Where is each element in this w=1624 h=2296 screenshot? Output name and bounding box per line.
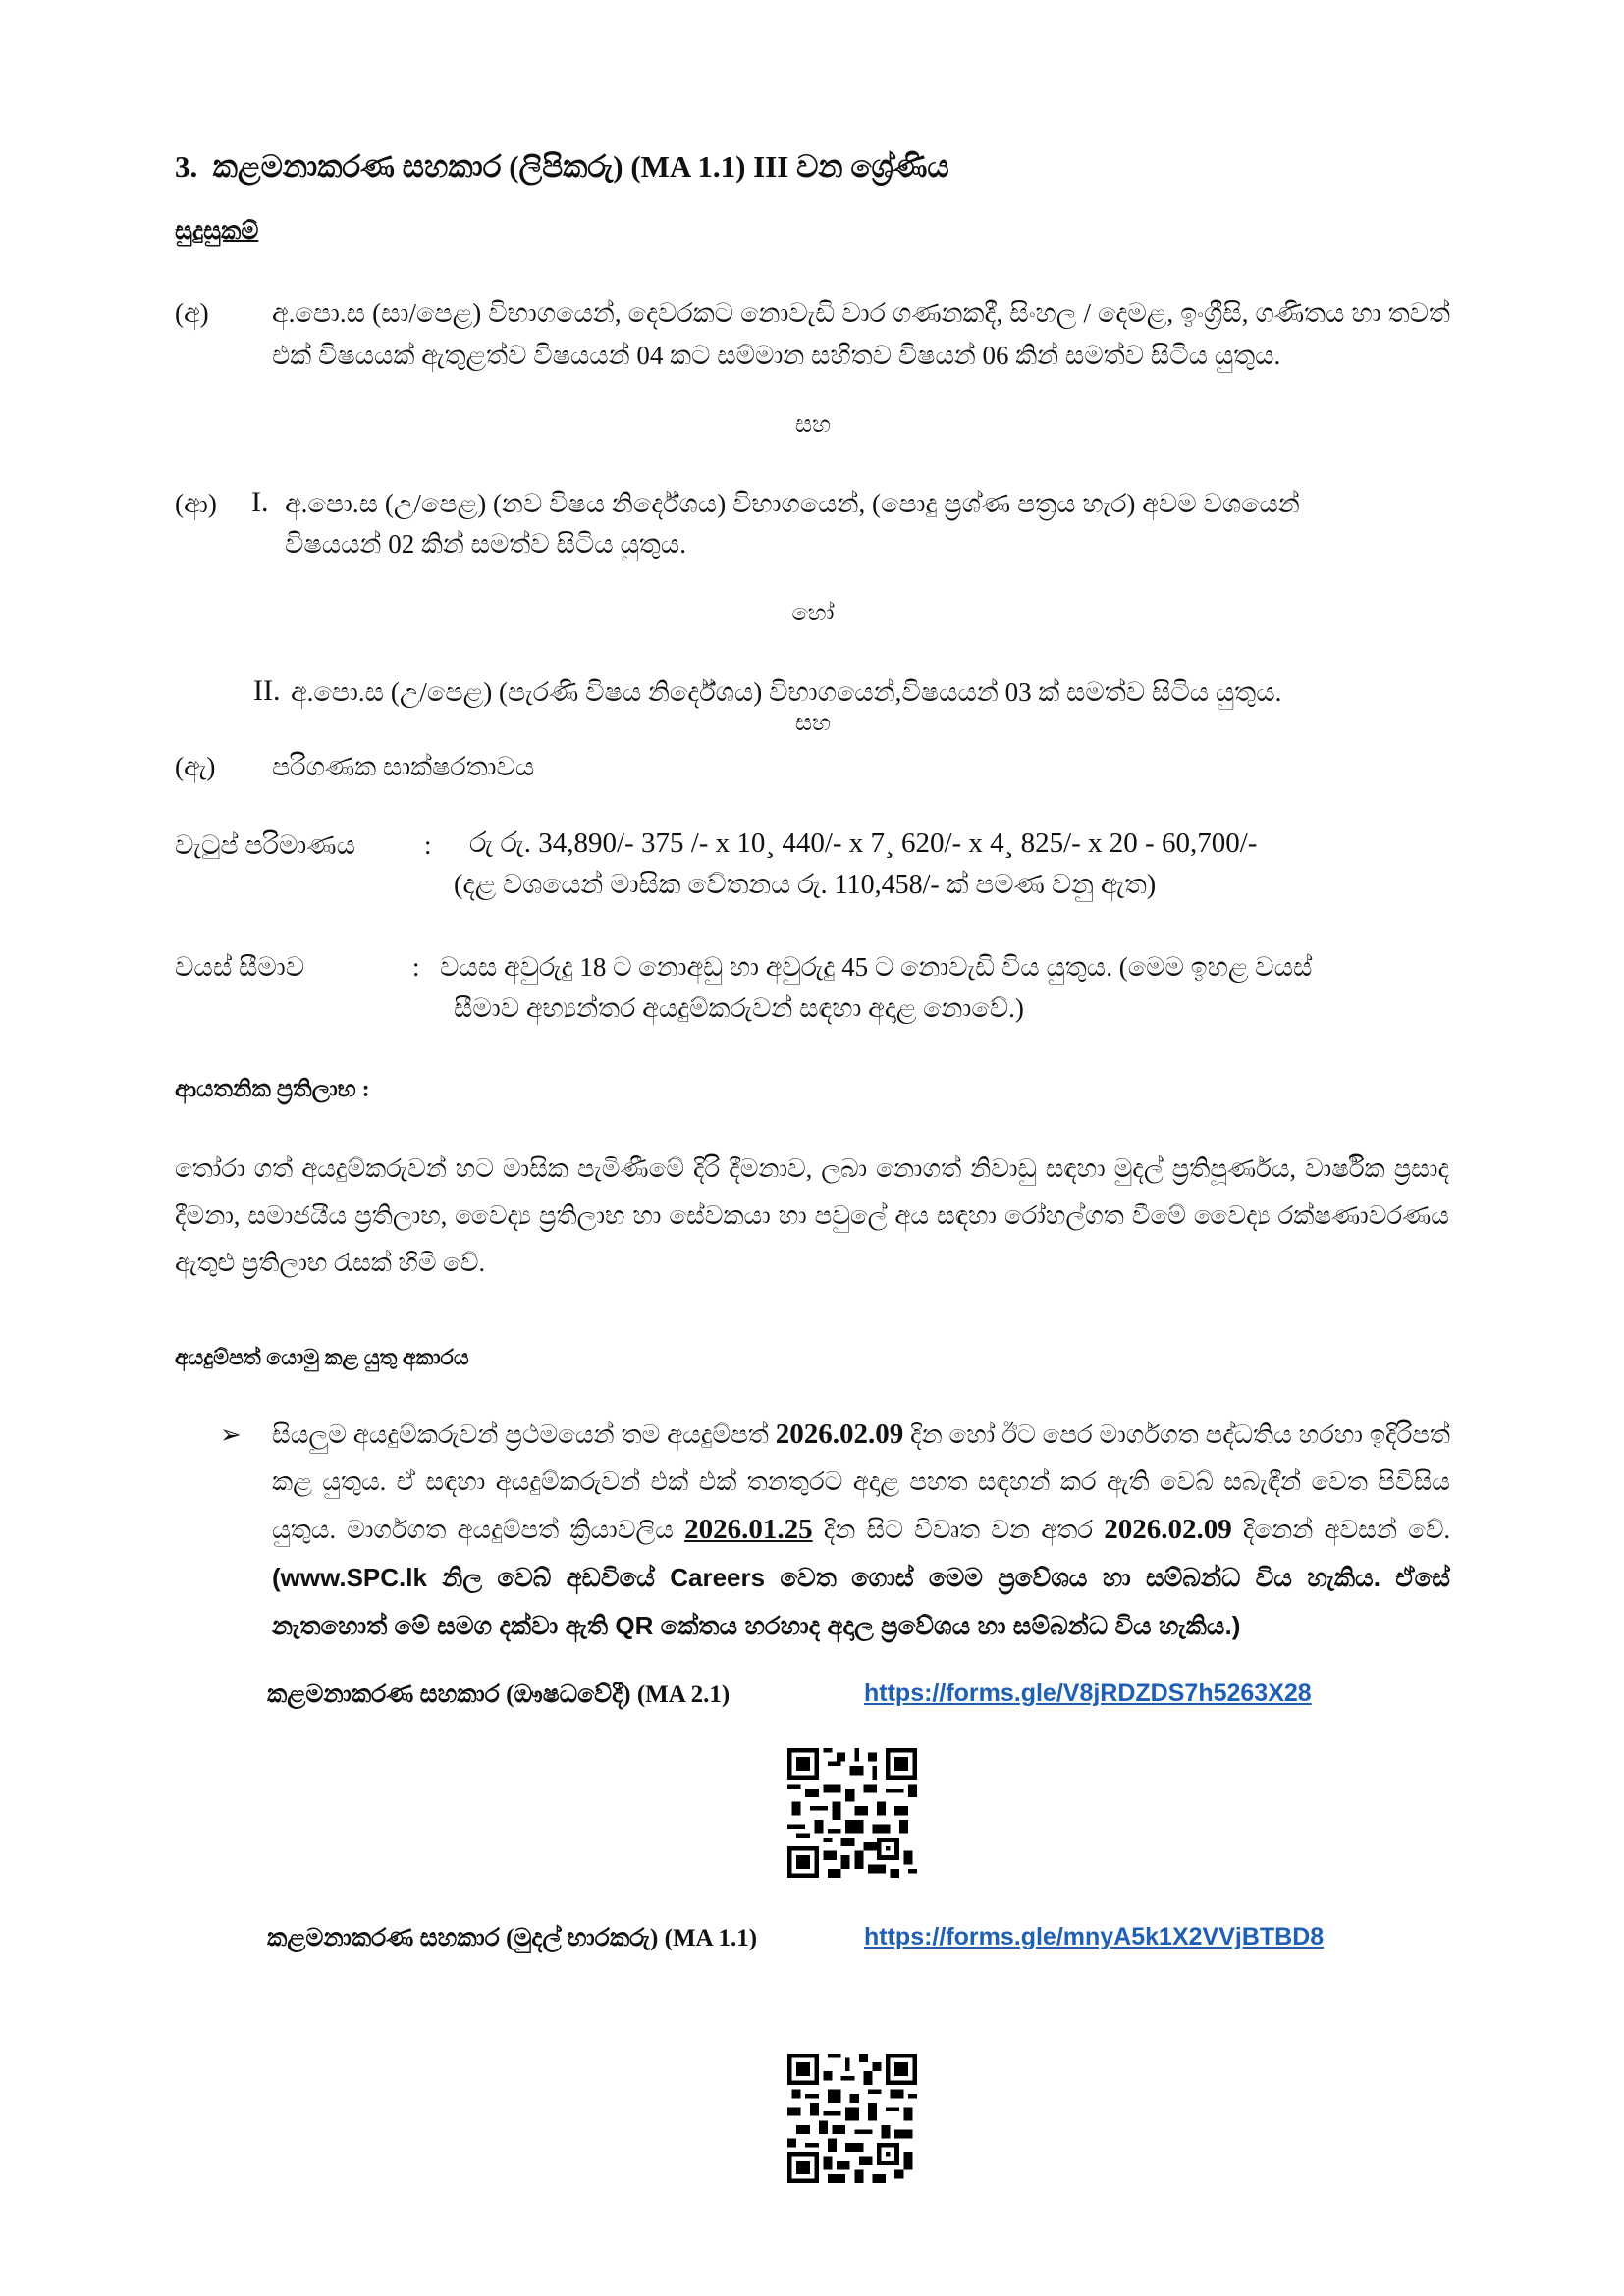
age-limit-label: වයස් සීමාව [175,952,305,982]
benefits-heading: ආයතනික ප්‍රතිලාභ : [175,1077,370,1102]
close-date: 2026.02.09 [1104,1514,1232,1545]
benefits-text: තෝරා ගත් අයදුම්කරුවන් හට මාසික පැමිණීමේ දිරි දීමනාව, ලබා නොගත් නිවාඩු සඳහා මුදල් ප්‍රතිපූර්ණය, වාර්ෂික ප්‍රසාද දීමනා, සමාජයීය ප්‍රතිලාභ, වෛද්‍ය ප්‍රතිලාභ හා සේවකයා හා පවුලේ අය සඳහා රෝහල්ගත වීමේ වෛද්‍ය රක්ෂණාවරණය ඇතුළු ප්‍රතිලාභ රැසක් හිමි වේ. [175,1154,1449,1277]
application-heading: අයදුම්පත් යොමු කළ යුතු අකාරය [175,1345,469,1369]
qr-code-icon [787,2054,917,2183]
salary-label: වැටුප් පරිමාණය [175,830,356,860]
instr-part4: දිනෙන් අවසන් වේ. [1231,1516,1451,1544]
section-title [175,149,949,186]
website-note: (www.SPC.lk නිල වෙබ් අඩවියේ Careers වෙත ගොස් මෙම ප්‍රවේශය හා සම්බන්ධ විය හැකිය. ඒසේ නැතහොත් මේ සමග දක්වා ඇති QR කේතය හරහාද අදාල ප්‍රවේශය හා සම්බන්ධ විය හැකිය.) [272,1563,1450,1640]
section-number: 3. [175,149,198,184]
option-1-text: අ.පො.ස (උ/පෙළ) (නව විෂය නිර්දේශය) විභාගයෙන්, (පොදු ප්‍රශ්ණ පත්‍රය හැර) අවම වශයෙන් [285,489,1300,518]
open-date: 2026.01.25 [684,1514,813,1545]
salary-note: (දළ වශයෙන් මාසික වේතනය රු. 110,458/- ක් පමණ වනු ඇත) [454,870,1157,900]
and-connector-2: සහ [794,711,832,736]
or-connector: හෝ [791,601,835,626]
age-limit-text-line1: වයස අවුරුදු 18 ට නොඅඩු හා අවුරුදු 45 ට නොවැඩි විය යුතුය. (මෙම ඉහළ වයස් [440,952,1313,982]
form-2-label: කළමනාකරණ සහකාර (මුදල් භාරකරු) (MA 1.1) [267,1925,758,1951]
age-limit-text-line2: සීමාව අභ්‍යන්තර අයදුම්කරුවන් සඳහා අදාළ නොවේ.) [454,993,1024,1023]
and-connector-1: සහ [794,412,832,438]
form-2-link[interactable]: https://forms.gle/mnyA5k1X2VVjBTBD8 [864,1923,1325,1950]
salary-scale: රු රු. 34,890/- 375 /- x 10¸ 440/- x 7¸ 620/- x 4¸ 825/- x 20 - 60,700/- [469,828,1258,859]
option-2-text: අ.පො.ස (උ/පෙළ) (පැරණි විෂය නිර්දේශය) විභාගයෙන්,විෂයයන් 03 ක් සමත්ව සිටිය යුතුය. [291,677,1282,707]
instr-part3: දින සිට විවෘත වන අතර [812,1516,1105,1544]
form-1-label: කළමනාකරණ සහකාර (ඖෂධවේදී) (MA 2.1) [267,1682,731,1708]
application-instructions [272,1411,1450,1650]
option-2-numeral: II. [253,674,281,707]
deadline-date: 2026.02.09 [775,1418,904,1450]
form-1-link[interactable]: https://forms.gle/V8jRDZDS7h5263X28 [864,1680,1312,1707]
age-limit-colon: : [412,952,420,982]
instr-part1: සියලුම අයදුම්කරුවන් ප්‍රථමයෙන් තම අයදුම්පත් [272,1420,776,1449]
qualifications-heading: සුදුසුකම් [175,218,259,244]
qualification-ae-text: පරිගණක සාක්ෂරතාවය [272,752,535,781]
qualification-ae-marker: (ඇ) [175,752,216,781]
salary-colon: : [424,830,432,860]
qr-code-icon [787,1748,917,1878]
qualification-aa-marker: (ආ) [175,489,217,518]
qualification-a-text: අ.පො.ස (සා/පෙළ) විභාගයෙන්, දෙවරකට නොවැඩි වාර ගණනකදී, සිංහල / දෙමළ, ඉංග්‍රීසි, ගණිතය හා තවත් එක් විෂයයක් ඇතුළත්ව විෂයයන් 04 කට සම්මාන සහිතව විෂයන් 06 කින් සමත්ව සිටිය යුතුය. [272,298,1450,370]
qualification-a-marker: (අ) [175,298,209,328]
section-title-text: කළමනාකරණ සහකාර (ලිපිකරු) (MA 1.1) III වන ශ්‍රේණිය [212,149,949,184]
arrowhead-bullet-icon: ➢ [220,1420,242,1449]
instr-part2: දින හෝ ඊට පෙර මාර්ගගත පද්ධතිය හරහා ඉදිරිපත් කළ යුතුය. ඒ සඳහා අයදුම්කරුවන් එක් එක් තනතුරට අදාළ පහත සඳහන් කර ඇති වෙබ් සබැඳීන් වෙත පිවිසිය යුතුය. මාර්ගගත අයදුම්පත් ක්‍රියාවලිය [272,1420,1450,1544]
option-1-text-cont: විෂයයන් 02 කින් සමත්ව සිටිය යුතුය. [285,529,686,559]
option-1-numeral: I. [251,486,269,518]
